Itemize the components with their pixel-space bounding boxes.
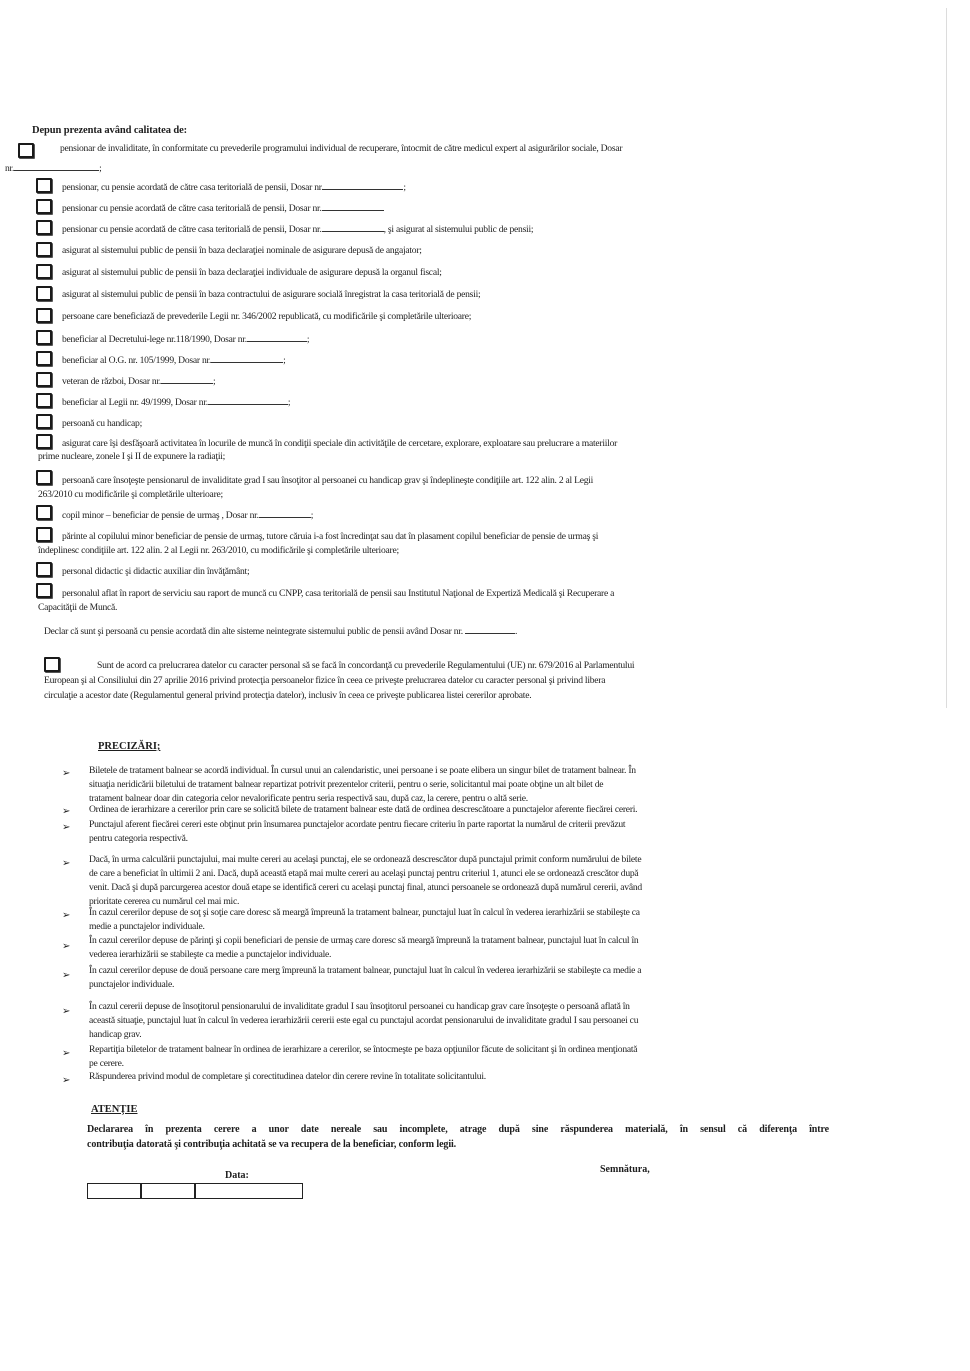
- arrow-bullet-icon: ➢: [62, 768, 71, 779]
- dosar-field[interactable]: [161, 375, 213, 384]
- date-label: Data:: [225, 1170, 249, 1181]
- gdpr-consent-text: Sunt de acord ca prelucrarea datelor cu caracter personal să se facă în concordanţă cu prevederile Regulamentului (UE) nr. 679/2016 al Parlamentului: [97, 660, 635, 671]
- option-label: pensionar, cu pensie acordată de către casa teritorială de pensii, Dosar nr. ;: [62, 182, 406, 193]
- option-label: beneficiar al Legii nr. 49/1999, Dosar nr. ;: [62, 397, 291, 408]
- note-item: În cazul cererilor depuse de două persoane care merg împreună la tratament balnear, punctajul luat în calcul în vederea ierarhizării se stabileşte ca medie a punctajelor individuale.: [89, 965, 642, 990]
- checkbox-personal-didactic[interactable]: [36, 562, 52, 577]
- arrow-bullet-icon: ➢: [62, 970, 71, 981]
- note-item: Dacă, în urma calculării punctajului, mai multe cereri au acelaşi punctaj, ele se ordonează descrescător după punctajul primit conform numărului de bilete de care a beneficiat în ultimii 2 ani. Dacă, după această etapă mai multe cereri au acelaşi punctaj pentru criteriul 1, atunci ele se ordonează crescător după venit. Dacă şi după parcurgerea acestor două etape se identifică cereri cu acelaşi punctaj final, atunci persoanele se ordonează după numărul cererii, având prioritate cererea cu numărul cel mai mic.: [89, 854, 642, 907]
- checkbox-veteran-razboi[interactable]: [36, 372, 52, 387]
- option-label: beneficiar al Decretului-lege nr.118/1990, Dosar nr. ;: [62, 334, 310, 345]
- option-label: pensionar cu pensie acordată de către casa teritorială de pensii, Dosar nr. , şi asigurat al sistemului public de pensii;: [62, 224, 534, 235]
- dosar-field[interactable]: [322, 223, 384, 232]
- warning-heading: ATENŢIE: [91, 1104, 138, 1115]
- checkbox-og-105[interactable]: [36, 351, 52, 366]
- section-heading: Depun prezenta având calitatea de:: [32, 125, 188, 136]
- date-input-boxes: [87, 1183, 303, 1199]
- arrow-bullet-icon: ➢: [62, 822, 71, 833]
- option-label: părinte al copilului minor beneficiar de pensie de urmaş, tutore căruia i-a fost încredinţat sau dat în plasament copilul beneficiar de pensie de urmaş şi: [62, 531, 599, 542]
- notes-heading: PRECIZĂRI;: [98, 741, 161, 752]
- option-label-cont: prime nucleare, zonele I şi II de expunere la radiaţii;: [38, 451, 226, 462]
- option-label: personal didactic şi didactic auxiliar din învăţământ;: [62, 566, 250, 577]
- checkbox-pensionar-casa-teritoriala[interactable]: [36, 178, 52, 193]
- note-item: Repartiţia biletelor de tratament balnear în ordinea de ierarhizare a cererilor, se întocmeşte pe baza opţiunilor făcute de solicitant şi în ordinea menţionată pe cerere.: [89, 1044, 638, 1069]
- checkbox-asigurat-declaratie-nominala[interactable]: [36, 242, 52, 257]
- arrow-bullet-icon: ➢: [62, 910, 71, 921]
- option-label: asigurat al sistemului public de pensii în baza declaraţiei individuale de asigurare depusă la organul fiscal;: [62, 267, 442, 278]
- dosar-field[interactable]: [323, 181, 403, 190]
- date-year-field[interactable]: [196, 1184, 302, 1198]
- checkbox-decret-118[interactable]: [36, 330, 52, 345]
- note-item: Răspunderea privind modul de completare şi corectitudinea datelor din cerere revine în totalitate solicitantului.: [89, 1071, 486, 1082]
- checkbox-insotitor[interactable]: [36, 470, 52, 485]
- dosar-field[interactable]: [247, 333, 307, 342]
- dosar-field[interactable]: [208, 396, 288, 405]
- dosar-field[interactable]: [465, 625, 515, 634]
- date-month-field[interactable]: [142, 1184, 196, 1198]
- checkbox-pensionar-casa-teritoriala-2[interactable]: [36, 199, 52, 214]
- warning-text: Declararea în prezenta cerere a unor date nereale sau incomplete, atrage după sine răspunderea materială, în sensul că diferenţa între: [87, 1124, 829, 1135]
- checkbox-legea-346[interactable]: [36, 308, 52, 323]
- arrow-bullet-icon: ➢: [62, 1048, 71, 1059]
- option-label: veteran de război, Dosar nr. ;: [62, 376, 216, 387]
- date-day-field[interactable]: [88, 1184, 142, 1198]
- option-label: persoană cu handicap;: [62, 418, 142, 429]
- checkbox-personal-cnpp[interactable]: [36, 583, 52, 598]
- checkbox-persoana-handicap[interactable]: [36, 414, 52, 429]
- note-item: Punctajul aferent fiecărei cereri este obţinut prin însumarea punctajelor acordate pentru fiecare criteriu în parte raportat la numărul de criterii prevăzut pentru categoria respectivă.: [89, 819, 626, 844]
- gdpr-consent-text: European şi al Consiliului din 27 aprilie 2016 privind protecţia persoanelor fizice în ceea ce priveşte prelucrarea datelor cu caracter personal şi privind libera: [44, 675, 606, 686]
- note-item: Ordinea de ierarhizare a cererilor prin care se solicită bilete de tratament balnear este dată de ordinea descrescătoare a punctajelor aferente fiecărei cereri.: [89, 804, 638, 815]
- note-item: În cazul cererilor depuse de soţ şi soţie care doresc să meargă împreună la tratament balnear, punctajul luat în calcul în vederea ierarhizării se stabileşte ca medie a punctajelor individuale.: [89, 907, 640, 932]
- option-label-cont: 263/2010 cu modificările şi completările ulterioare;: [38, 489, 223, 500]
- dosar-field[interactable]: [211, 354, 283, 363]
- option-label-cont: nr. ;: [5, 163, 102, 174]
- option-label: asigurat care îşi desfăşoară activitatea în locurile de muncă în condiţii speciale din activităţile de cercetare, explorare, exploatare sau prelucrare a materiilor: [62, 438, 618, 449]
- note-item: Biletele de tratament balnear se acordă individual. În cursul unui an calendaristic, unei persoane i se poate elibera un singur bilet de tratament balnear. În situaţia neridicării biletului de tratament balnear repartizat potrivit prezentelor criterii, pentru o serie, solicitantul mai poate obţine un alt bilet de tratament balnear doar din categoria celor nevalorificate pentru seria respectivă sau, după caz, la cerere, pentru o altă serie.: [89, 765, 636, 804]
- option-label: copil minor – beneficiar de pensie de urmaş , Dosar nr. ;: [62, 510, 314, 521]
- checkbox-parinte-copil-minor[interactable]: [36, 527, 52, 542]
- checkbox-conditii-speciale[interactable]: [36, 434, 52, 449]
- dosar-field[interactable]: [14, 162, 99, 171]
- option-label: pensionar cu pensie acordată de către casa teritorială de pensii, Dosar nr.: [62, 202, 384, 214]
- option-label: persoane care beneficiază de prevederile Legii nr. 346/2002 republicată, cu modificările şi completările ulterioare;: [62, 311, 472, 322]
- dosar-field[interactable]: [322, 202, 384, 211]
- note-item: În cazul cererii depuse de însoţitorul pensionarului de invaliditate gradul I sau însoţitorul persoanei cu handicap grav care însoţeşte o persoană aflată în această situaţie, punctajul luat în calcul în vederea ierarhizării cererii este egal cu punctajul acordat pensionarului de invaliditate gradul I sau persoanei cu handicap grav.: [89, 1001, 639, 1040]
- option-label: asigurat al sistemului public de pensii în baza declaraţiei nominale de asigurare depusă de angajator;: [62, 245, 422, 256]
- checkbox-asigurat-contract[interactable]: [36, 286, 52, 301]
- option-label: beneficiar al O.G. nr. 105/1999, Dosar nr. ;: [62, 355, 286, 366]
- option-label: personalul aflat în raport de serviciu sau raport de muncă cu CNPP, casa teritorială de pensii sau Institutul Naţional de Expertiză Medicală şi Recuperare a: [62, 588, 615, 599]
- note-item: În cazul cererilor depuse de părinţi şi copii beneficiari de pensie de urmaş care doresc să meargă împreună la tratament balnear, punctajul luat în calcul în vederea ierarhizării se stabileşte ca medie a punctajelor individuale.: [89, 935, 639, 960]
- arrow-bullet-icon: ➢: [62, 941, 71, 952]
- warning-text: contribuţia datorată şi contribuţia achitată se va recupera de la beneficiar, conform legii.: [87, 1139, 457, 1150]
- scan-edge-line: [946, 8, 947, 708]
- arrow-bullet-icon: ➢: [62, 1006, 71, 1017]
- arrow-bullet-icon: ➢: [62, 806, 71, 817]
- other-systems-declaration: Declar că sunt şi persoană cu pensie acordată din alte sisteme neintegrate sistemului public de pensii având Dosar nr. .: [44, 626, 518, 637]
- option-label-cont: îndeplinesc condiţiile art. 122 alin. 2 al Legii nr. 263/2010, cu modificările şi completările ulterioare;: [38, 545, 399, 556]
- option-label: asigurat al sistemului public de pensii în baza contractului de asigurare socială înregistrat la casa teritorială de pensii;: [62, 289, 481, 300]
- gdpr-consent-text: circulaţie a acestor date (Regulamentul general privind protecţia datelor), inclusiv în ceea ce priveşte publicarea listei cererilor aprobate.: [44, 690, 532, 701]
- option-label: pensionar de invaliditate, în conformitate cu prevederile programului individual de recuperare, întocmit de către medicul expert al asigurărilor sociale, Dosar: [60, 143, 623, 154]
- arrow-bullet-icon: ➢: [62, 1075, 71, 1086]
- checkbox-legea-49[interactable]: [36, 393, 52, 408]
- arrow-bullet-icon: ➢: [62, 858, 71, 869]
- checkbox-gdpr-consent[interactable]: [44, 657, 60, 672]
- signature-label: Semnătura,: [600, 1164, 650, 1175]
- checkbox-copil-minor[interactable]: [36, 505, 52, 520]
- dosar-field[interactable]: [259, 509, 311, 518]
- checkbox-asigurat-declaratie-individuala[interactable]: [36, 264, 52, 279]
- checkbox-pensionar-invaliditate[interactable]: [18, 143, 34, 158]
- checkbox-pensionar-si-asigurat[interactable]: [36, 220, 52, 235]
- option-label-cont: Capacităţii de Muncă.: [38, 602, 118, 613]
- option-label: persoană care însoţeşte pensionarul de invaliditate grad I sau însoţitor al persoanei cu handicap grav şi îndeplineşte condiţiile art. 122 alin. 2 al Legii: [62, 475, 594, 486]
